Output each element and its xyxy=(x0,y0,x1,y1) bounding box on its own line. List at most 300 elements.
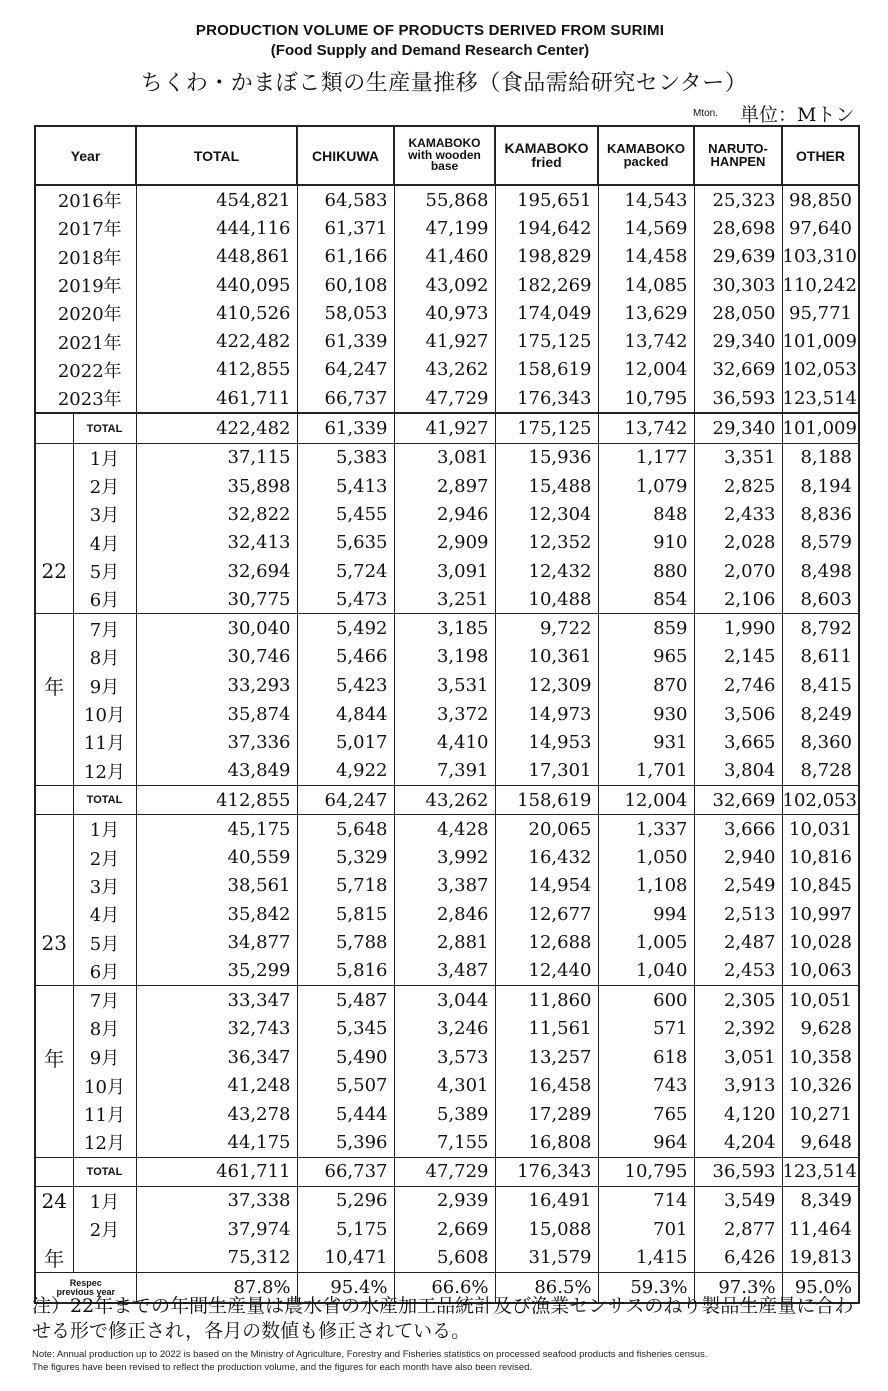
value-cell: 2,305 xyxy=(694,986,782,1015)
value-cell: 16,808 xyxy=(495,1128,598,1157)
value-cell: 2,145 xyxy=(694,643,782,671)
value-cell: 158,619 xyxy=(495,785,598,814)
value-cell: 66.6% xyxy=(394,1273,495,1303)
annual-row xyxy=(35,356,859,384)
value-cell: 461,711 xyxy=(136,384,297,413)
value-cell: 59.3% xyxy=(598,1273,694,1303)
value-cell: 854 xyxy=(598,585,694,614)
value-cell: 2,846 xyxy=(394,900,495,928)
month-row xyxy=(35,700,859,728)
month-label: 5月 xyxy=(73,928,136,956)
group-cell xyxy=(35,957,73,986)
value-cell: 3,081 xyxy=(394,443,495,472)
total-row xyxy=(35,1157,859,1186)
group-cell xyxy=(35,1157,73,1186)
month-row xyxy=(35,900,859,928)
total-row xyxy=(35,413,859,443)
group-cell xyxy=(35,1014,73,1042)
value-cell: 8,415 xyxy=(782,671,859,700)
value-cell: 102,053 xyxy=(782,356,859,384)
value-cell: 412,855 xyxy=(136,785,297,814)
month-label: 11月 xyxy=(73,728,136,756)
value-cell: 3,351 xyxy=(694,443,782,472)
value-cell: 14,973 xyxy=(495,700,598,728)
value-cell: 8,728 xyxy=(782,757,859,786)
value-cell: 422,482 xyxy=(136,327,297,355)
month-row xyxy=(35,557,859,585)
value-cell: 11,464 xyxy=(782,1215,859,1243)
month-label: 2月 xyxy=(73,1215,136,1243)
value-cell: 35,874 xyxy=(136,700,297,728)
group-cell xyxy=(35,872,73,900)
value-cell: 10,358 xyxy=(782,1043,859,1072)
value-cell: 5,507 xyxy=(297,1072,394,1100)
value-cell: 10,326 xyxy=(782,1072,859,1100)
header-naruto xyxy=(694,126,782,185)
header-kamaboko-wood-text: KAMABOKO with wooden base xyxy=(408,136,481,174)
value-cell: 5,423 xyxy=(297,671,394,700)
value-cell: 32,669 xyxy=(694,356,782,384)
value-cell: 13,742 xyxy=(598,327,694,355)
value-cell: 3,573 xyxy=(394,1043,495,1072)
value-cell: 410,526 xyxy=(136,299,297,327)
value-cell: 47,199 xyxy=(394,214,495,242)
month-label: 4月 xyxy=(73,529,136,557)
value-cell: 848 xyxy=(598,500,694,528)
value-cell: 175,125 xyxy=(495,413,598,443)
value-cell: 3,051 xyxy=(694,1043,782,1072)
unit-english: Mton. xyxy=(693,108,719,119)
value-cell: 43,262 xyxy=(394,785,495,814)
month-row xyxy=(35,585,859,614)
month-label: 2月 xyxy=(73,844,136,872)
value-cell: 32,669 xyxy=(694,785,782,814)
group-year-label: 22 xyxy=(35,557,73,585)
value-cell: 5,396 xyxy=(297,1128,394,1157)
value-cell: 43,849 xyxy=(136,757,297,786)
blank-cell xyxy=(73,1243,136,1273)
header-total: TOTAL xyxy=(136,126,297,185)
value-cell: 182,269 xyxy=(495,271,598,299)
value-cell: 11,561 xyxy=(495,1014,598,1042)
value-cell: 3,246 xyxy=(394,1014,495,1042)
value-cell: 31,579 xyxy=(495,1243,598,1273)
value-cell: 98,850 xyxy=(782,185,859,214)
subtitle-english: (Food Supply and Demand Research Center) xyxy=(270,42,590,59)
value-cell: 41,460 xyxy=(394,243,495,271)
value-cell: 3,372 xyxy=(394,700,495,728)
value-cell: 12,432 xyxy=(495,557,598,585)
value-cell: 3,198 xyxy=(394,643,495,671)
footnote-english-line2: The figures have been revised to reflect the production volume, and the figures for each month have also been revised. xyxy=(32,1362,533,1373)
group-year-label: 23 xyxy=(35,928,73,956)
value-cell: 2,392 xyxy=(694,1014,782,1042)
value-cell: 5,648 xyxy=(297,815,394,844)
value-cell: 44,175 xyxy=(136,1128,297,1157)
value-cell: 12,004 xyxy=(598,785,694,814)
month-label: 12月 xyxy=(73,757,136,786)
value-cell: 3,549 xyxy=(694,1186,782,1215)
value-cell: 13,629 xyxy=(598,299,694,327)
value-cell: 880 xyxy=(598,557,694,585)
value-cell: 1,337 xyxy=(598,815,694,844)
value-cell: 2,453 xyxy=(694,957,782,986)
value-cell: 58,053 xyxy=(297,299,394,327)
value-cell: 101,009 xyxy=(782,413,859,443)
value-cell: 30,746 xyxy=(136,643,297,671)
value-cell: 765 xyxy=(598,1100,694,1128)
value-cell: 13,257 xyxy=(495,1043,598,1072)
header-other: OTHER xyxy=(782,126,859,185)
group-cell xyxy=(35,585,73,614)
value-cell: 3,506 xyxy=(694,700,782,728)
value-cell: 4,204 xyxy=(694,1128,782,1157)
value-cell: 4,301 xyxy=(394,1072,495,1100)
value-cell: 2,070 xyxy=(694,557,782,585)
value-cell: 8,349 xyxy=(782,1186,859,1215)
month-label: 4月 xyxy=(73,900,136,928)
value-cell: 14,085 xyxy=(598,271,694,299)
month-row xyxy=(35,872,859,900)
blank-cell xyxy=(35,413,73,443)
value-cell: 9,648 xyxy=(782,1128,859,1157)
production-table xyxy=(34,125,860,1304)
value-cell: 571 xyxy=(598,1014,694,1042)
group-cell xyxy=(35,643,73,671)
year-label: 2021年 xyxy=(35,327,136,355)
value-cell: 1,079 xyxy=(598,472,694,500)
value-cell: 101,009 xyxy=(782,327,859,355)
header-kamaboko-packed xyxy=(598,126,694,185)
value-cell: 36,593 xyxy=(694,1157,782,1186)
year-label: 2023年 xyxy=(35,384,136,413)
value-cell: 5,635 xyxy=(297,529,394,557)
value-cell: 103,310 xyxy=(782,243,859,271)
value-cell: 32,413 xyxy=(136,529,297,557)
month-row xyxy=(35,529,859,557)
value-cell: 931 xyxy=(598,728,694,756)
title-japanese: ちくわ・かまぼこ類の生産量推移（食品需給研究センター） xyxy=(140,71,748,96)
value-cell: 5,718 xyxy=(297,872,394,900)
value-cell: 28,050 xyxy=(694,299,782,327)
value-cell: 5,608 xyxy=(394,1243,495,1273)
value-cell: 10,795 xyxy=(598,1157,694,1186)
value-cell: 61,339 xyxy=(297,413,394,443)
value-cell: 19,813 xyxy=(782,1243,859,1273)
value-cell: 2,825 xyxy=(694,472,782,500)
value-cell: 1,701 xyxy=(598,757,694,786)
month-row xyxy=(35,957,859,986)
header-naruto-text: NARUTO-HANPEN xyxy=(708,141,768,169)
month-row xyxy=(35,986,859,1015)
value-cell: 4,120 xyxy=(694,1100,782,1128)
group-cell xyxy=(35,472,73,500)
footnote-english xyxy=(32,1348,882,1374)
value-cell: 1,990 xyxy=(694,614,782,643)
annual-row xyxy=(35,271,859,299)
value-cell: 444,116 xyxy=(136,214,297,242)
value-cell: 43,278 xyxy=(136,1100,297,1128)
value-cell: 5,724 xyxy=(297,557,394,585)
value-cell: 3,804 xyxy=(694,757,782,786)
value-cell: 1,177 xyxy=(598,443,694,472)
value-cell: 14,543 xyxy=(598,185,694,214)
month-row xyxy=(35,1014,859,1042)
value-cell: 3,251 xyxy=(394,585,495,614)
value-cell: 12,688 xyxy=(495,928,598,956)
month-label: 5月 xyxy=(73,557,136,585)
value-cell: 5,490 xyxy=(297,1043,394,1072)
month-row xyxy=(35,472,859,500)
value-cell: 17,289 xyxy=(495,1100,598,1128)
value-cell: 461,711 xyxy=(136,1157,297,1186)
month-row xyxy=(35,844,859,872)
value-cell: 8,188 xyxy=(782,443,859,472)
header-kamaboko-fried xyxy=(495,126,598,185)
value-cell: 40,973 xyxy=(394,299,495,327)
total-label: TOTAL xyxy=(73,1157,136,1186)
value-cell: 8,579 xyxy=(782,529,859,557)
group-cell xyxy=(35,443,73,472)
value-cell: 37,974 xyxy=(136,1215,297,1243)
footnote-english-line1: Note: Annual production up to 2022 is based on the Ministry of Agriculture, Forestry and Fisheries statistics on processed seafood products and fisheries census. xyxy=(32,1349,708,1360)
value-cell: 15,088 xyxy=(495,1215,598,1243)
value-cell: 701 xyxy=(598,1215,694,1243)
value-cell: 55,868 xyxy=(394,185,495,214)
month-label: 6月 xyxy=(73,957,136,986)
group-cell xyxy=(35,757,73,786)
month-row xyxy=(35,1215,859,1243)
value-cell: 10,063 xyxy=(782,957,859,986)
value-cell: 97,640 xyxy=(782,214,859,242)
value-cell: 32,694 xyxy=(136,557,297,585)
month-label: 1月 xyxy=(73,1186,136,1215)
month-label: 7月 xyxy=(73,986,136,1015)
group-year-label: 年 xyxy=(35,1043,73,1072)
value-cell: 4,410 xyxy=(394,728,495,756)
value-cell: 4,844 xyxy=(297,700,394,728)
value-cell: 14,953 xyxy=(495,728,598,756)
value-cell: 965 xyxy=(598,643,694,671)
header-kamaboko-wood xyxy=(394,126,495,185)
value-cell: 2,940 xyxy=(694,844,782,872)
value-cell: 29,340 xyxy=(694,327,782,355)
month-label: 3月 xyxy=(73,872,136,900)
value-cell: 8,792 xyxy=(782,614,859,643)
value-cell: 64,247 xyxy=(297,785,394,814)
value-cell: 66,737 xyxy=(297,384,394,413)
value-cell: 5,383 xyxy=(297,443,394,472)
group-cell xyxy=(35,1100,73,1128)
group-cell xyxy=(35,815,73,844)
value-cell: 5,175 xyxy=(297,1215,394,1243)
value-cell: 33,293 xyxy=(136,671,297,700)
value-cell: 5,413 xyxy=(297,472,394,500)
value-cell: 9,722 xyxy=(495,614,598,643)
unit-japanese: 単位：Mトン xyxy=(740,104,855,126)
value-cell: 75,312 xyxy=(136,1243,297,1273)
value-cell: 2,106 xyxy=(694,585,782,614)
month-label: 2月 xyxy=(73,472,136,500)
value-cell: 5,345 xyxy=(297,1014,394,1042)
value-cell: 5,329 xyxy=(297,844,394,872)
group-cell xyxy=(35,844,73,872)
value-cell: 194,642 xyxy=(495,214,598,242)
value-cell: 20,065 xyxy=(495,815,598,844)
month-row xyxy=(35,500,859,528)
value-cell: 37,336 xyxy=(136,728,297,756)
value-cell: 714 xyxy=(598,1186,694,1215)
value-cell: 422,482 xyxy=(136,413,297,443)
value-cell: 5,455 xyxy=(297,500,394,528)
group-cell xyxy=(35,700,73,728)
value-cell: 2,028 xyxy=(694,529,782,557)
value-cell: 5,788 xyxy=(297,928,394,956)
value-cell: 12,309 xyxy=(495,671,598,700)
value-cell: 1,050 xyxy=(598,844,694,872)
value-cell: 8,836 xyxy=(782,500,859,528)
value-cell: 12,440 xyxy=(495,957,598,986)
value-cell: 743 xyxy=(598,1072,694,1100)
value-cell: 64,583 xyxy=(297,185,394,214)
value-cell: 87.8% xyxy=(136,1273,297,1303)
value-cell: 8,603 xyxy=(782,585,859,614)
value-cell: 1,005 xyxy=(598,928,694,956)
value-cell: 61,339 xyxy=(297,327,394,355)
month-row xyxy=(35,643,859,671)
value-cell: 8,498 xyxy=(782,557,859,585)
month-row xyxy=(35,671,859,700)
value-cell: 10,471 xyxy=(297,1243,394,1273)
group-cell xyxy=(35,614,73,643)
value-cell: 176,343 xyxy=(495,1157,598,1186)
value-cell: 2,881 xyxy=(394,928,495,956)
year-label: 2020年 xyxy=(35,299,136,327)
value-cell: 5,473 xyxy=(297,585,394,614)
value-cell: 43,092 xyxy=(394,271,495,299)
month-label: 1月 xyxy=(73,815,136,844)
value-cell: 3,913 xyxy=(694,1072,782,1100)
month-row xyxy=(35,1128,859,1157)
annual-row xyxy=(35,327,859,355)
value-cell: 2,669 xyxy=(394,1215,495,1243)
value-cell: 14,458 xyxy=(598,243,694,271)
value-cell: 198,829 xyxy=(495,243,598,271)
group-cell xyxy=(35,1128,73,1157)
header-chikuwa: CHIKUWA xyxy=(297,126,394,185)
value-cell: 35,299 xyxy=(136,957,297,986)
value-cell: 7,155 xyxy=(394,1128,495,1157)
value-cell: 45,175 xyxy=(136,815,297,844)
value-cell: 3,992 xyxy=(394,844,495,872)
value-cell: 412,855 xyxy=(136,356,297,384)
year-label: 2017年 xyxy=(35,214,136,242)
value-cell: 10,271 xyxy=(782,1100,859,1128)
group-year-label: 年 xyxy=(35,671,73,700)
value-cell: 5,444 xyxy=(297,1100,394,1128)
value-cell: 2,746 xyxy=(694,671,782,700)
value-cell: 1,040 xyxy=(598,957,694,986)
value-cell: 16,491 xyxy=(495,1186,598,1215)
value-cell: 2,939 xyxy=(394,1186,495,1215)
value-cell: 41,248 xyxy=(136,1072,297,1100)
value-cell: 47,729 xyxy=(394,384,495,413)
header-kamaboko-packed-text: KAMABOKO packed xyxy=(607,141,685,169)
value-cell: 8,360 xyxy=(782,728,859,756)
value-cell: 102,053 xyxy=(782,785,859,814)
value-cell: 2,946 xyxy=(394,500,495,528)
value-cell: 29,639 xyxy=(694,243,782,271)
value-cell: 158,619 xyxy=(495,356,598,384)
value-cell: 95.4% xyxy=(297,1273,394,1303)
value-cell: 30,775 xyxy=(136,585,297,614)
value-cell: 3,666 xyxy=(694,815,782,844)
value-cell: 10,051 xyxy=(782,986,859,1015)
value-cell: 5,487 xyxy=(297,986,394,1015)
value-cell: 870 xyxy=(598,671,694,700)
value-cell: 1,415 xyxy=(598,1243,694,1273)
value-cell: 3,091 xyxy=(394,557,495,585)
value-cell: 3,487 xyxy=(394,957,495,986)
value-cell: 4,922 xyxy=(297,757,394,786)
value-cell: 10,361 xyxy=(495,643,598,671)
value-cell: 1,108 xyxy=(598,872,694,900)
value-cell: 66,737 xyxy=(297,1157,394,1186)
month-row xyxy=(35,614,859,643)
value-cell: 2,513 xyxy=(694,900,782,928)
group-cell xyxy=(35,500,73,528)
respec-label-line2: previous year xyxy=(56,1286,116,1297)
value-cell: 40,559 xyxy=(136,844,297,872)
group-cell xyxy=(35,529,73,557)
value-cell: 43,262 xyxy=(394,356,495,384)
value-cell: 10,488 xyxy=(495,585,598,614)
value-cell: 4,428 xyxy=(394,815,495,844)
value-cell: 37,338 xyxy=(136,1186,297,1215)
value-cell: 30,303 xyxy=(694,271,782,299)
group-year-label: 年 xyxy=(35,1243,73,1273)
value-cell: 5,296 xyxy=(297,1186,394,1215)
month-label: 7月 xyxy=(73,614,136,643)
footnote-japanese: 注）22年までの年間生産量は農水省の水産加工品統計及び漁業センサスのねり製品生産量に合わせる形で修正され，各月の数値も修正されている。 xyxy=(32,1295,854,1342)
month-row xyxy=(35,928,859,956)
respec-label-line1: Respec xyxy=(69,1277,102,1288)
value-cell: 12,004 xyxy=(598,356,694,384)
value-cell: 10,795 xyxy=(598,384,694,413)
value-cell: 2,897 xyxy=(394,472,495,500)
group-cell xyxy=(35,1072,73,1100)
value-cell: 3,185 xyxy=(394,614,495,643)
group-cell xyxy=(35,728,73,756)
value-cell: 61,166 xyxy=(297,243,394,271)
year-label: 2022年 xyxy=(35,356,136,384)
value-cell: 25,323 xyxy=(694,185,782,214)
value-cell: 8,249 xyxy=(782,700,859,728)
value-cell: 2,433 xyxy=(694,500,782,528)
value-cell: 30,040 xyxy=(136,614,297,643)
value-cell: 10,816 xyxy=(782,844,859,872)
value-cell: 95.0% xyxy=(782,1273,859,1303)
value-cell: 3,531 xyxy=(394,671,495,700)
value-cell: 28,698 xyxy=(694,214,782,242)
value-cell: 2,909 xyxy=(394,529,495,557)
year-label: 2018年 xyxy=(35,243,136,271)
month-label: 12月 xyxy=(73,1128,136,1157)
value-cell: 176,343 xyxy=(495,384,598,413)
month-row xyxy=(35,443,859,472)
value-cell: 14,569 xyxy=(598,214,694,242)
value-cell: 61,371 xyxy=(297,214,394,242)
